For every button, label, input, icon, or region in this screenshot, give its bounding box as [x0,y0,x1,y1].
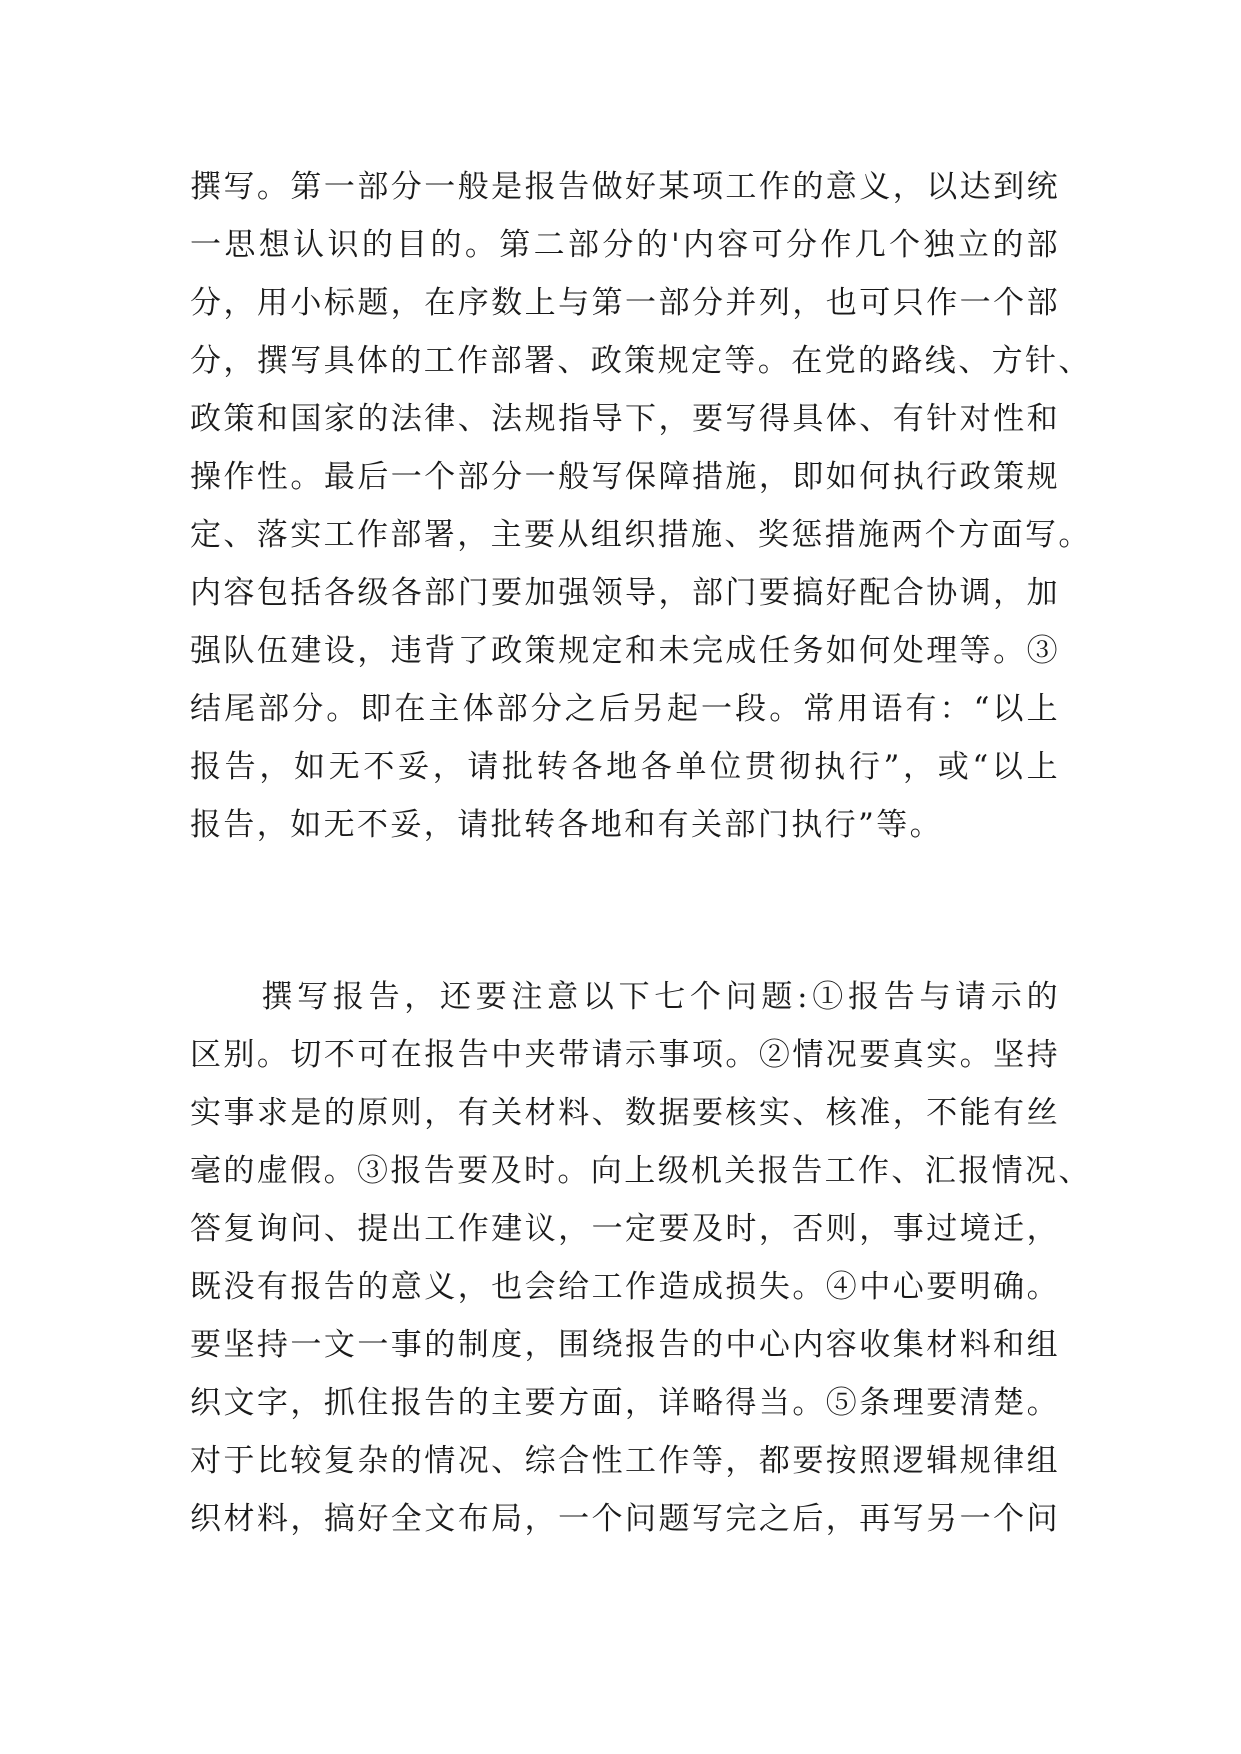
text-line: 报告，如无不妥，请批转各地各单位贯彻执行”，或“以上 [190,749,1060,785]
text-line: 毫的虚假。③报告要及时。向上级机关报告工作、汇报情况、 [190,1153,1092,1189]
text-line: 要坚持一文一事的制度，围绕报告的中心内容收集材料和组 [190,1327,1060,1363]
text-line: 织文字，抓住报告的主要方面，详略得当。⑤条理要清楚。 [190,1385,1060,1421]
text-line: 结尾部分。即在主体部分之后另起一段。常用语有：“以上 [190,691,1060,727]
paragraph-main-body [190,158,1092,854]
text-line: 撰写。第一部分一般是报告做好某项工作的意义，以达到统 [190,169,1060,205]
text-line: 报告，如无不妥，请批转各地和有关部门执行”等。 [190,807,944,843]
text-line: 政策和国家的法律、法规指导下，要写得具体、有针对性和 [190,401,1060,437]
text-line: 一思想认识的目的。第二部分的'内容可分作几个独立的部 [190,227,1060,263]
text-line: 内容包括各级各部门要加强领导，部门要搞好配合协调，加 [190,575,1060,611]
text-line: 分，撰写具体的工作部署、政策规定等。在党的路线、方针、 [190,343,1092,379]
text-line: 撰写报告，还要注意以下七个问题:①报告与请示的 [190,979,1060,1015]
text-line: 实事求是的原则，有关材料、数据要核实、核准，不能有丝 [190,1095,1060,1131]
text-line: 既没有报告的意义，也会给工作造成损失。④中心要明确。 [190,1269,1060,1305]
text-line: 定、落实工作部署，主要从组织措施、奖惩措施两个方面写。 [190,517,1092,553]
text-line: 答复询问、提出工作建议，一定要及时，否则，事过境迁， [190,1211,1060,1247]
text-line: 织材料，搞好全文布局，一个问题写完之后，再写另一个问 [190,1501,1060,1537]
paragraph-seven-issues [190,968,1092,1548]
text-line: 强队伍建设，违背了政策规定和未完成任务如何处理等。③ [190,633,1060,669]
text-line: 分，用小标题，在序数上与第一部分并列，也可只作一个部 [190,285,1060,321]
text-line: 区别。切不可在报告中夹带请示事项。②情况要真实。坚持 [190,1037,1060,1073]
text-line: 操作性。最后一个部分一般写保障措施，即如何执行政策规 [190,459,1060,495]
text-line: 对于比较复杂的情况、综合性工作等，都要按照逻辑规律组 [190,1443,1060,1479]
